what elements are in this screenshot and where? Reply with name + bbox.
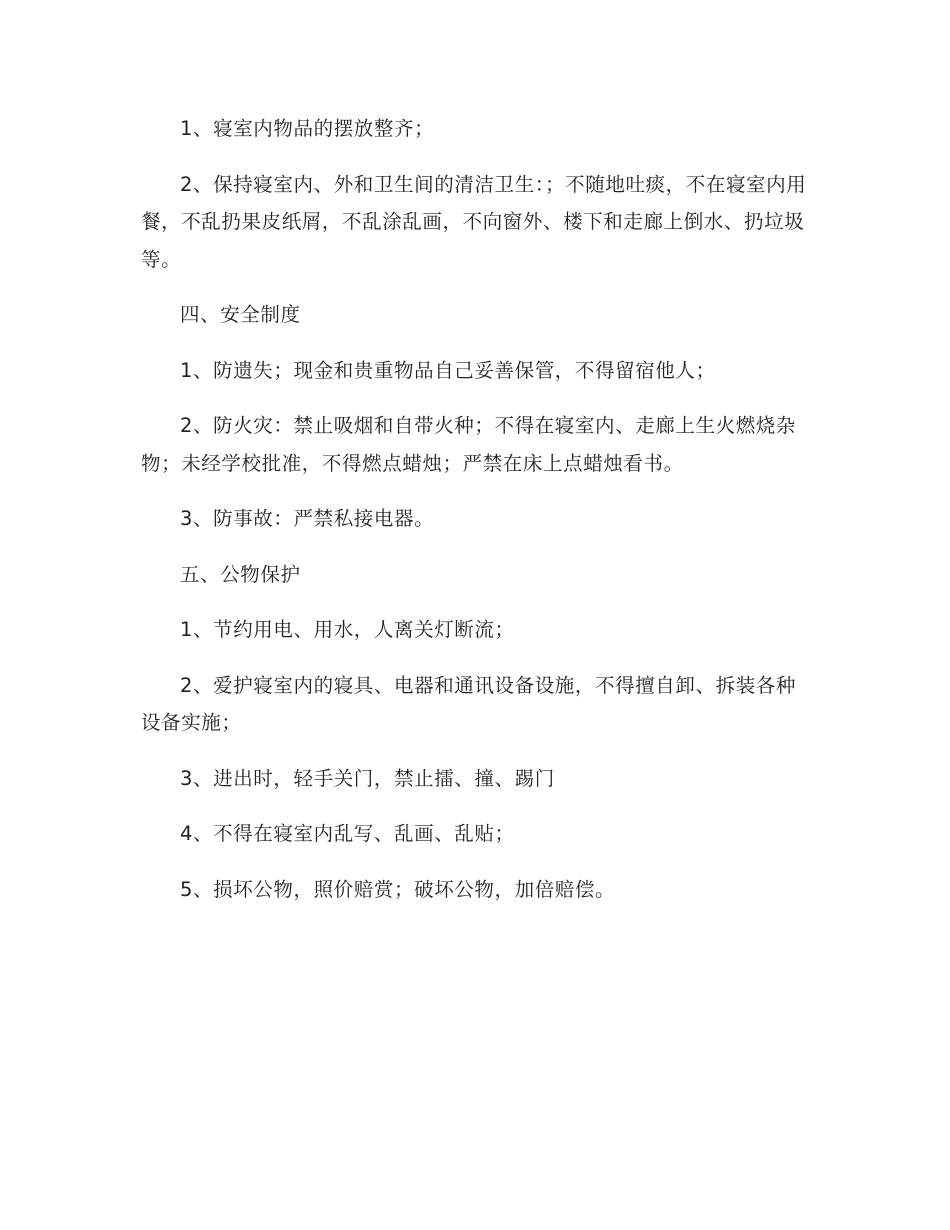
paragraph-save-energy: 1、节约用电、用水，人离关灯断流； [180,618,515,641]
paragraph-no-graffiti: 4、不得在寝室内乱写、乱画、乱贴； [180,822,515,845]
paragraph-accident-prevention: 3、防事故：严禁私接电器。 [180,507,435,530]
paragraph-compensation: 5、损坏公物，照价赔赏；破坏公物，加倍赔偿。 [180,877,616,901]
paragraph-fire-prevention: 2、防火灾：禁止吸烟和自带火种；不得在寝室内、走廊上生火燃烧杂物；未经学校批准，不得燃点蜡烛；严禁在床上点蜡烛看书。 [141,414,797,475]
section-heading-public-property: 五、公物保护 [180,562,301,586]
paragraph-doors: 3、进出时，轻手关门，禁止擂、撞、踢门 [180,766,555,790]
section-heading-safety: 四、安全制度 [180,303,301,326]
paragraph-item-tidiness: 1、寝室内物品的摆放整齐； [180,117,435,140]
paragraph-hygiene: 2、保持寝室内、外和卫生间的清洁卫生：；不随地吐痰，不在寝室内用餐，不乱扔果皮纸屑，不乱涂乱画，不向窗外、楼下和走廊上倒水、扔垃圾等。 [141,172,807,271]
paragraph-protect-equipment: 2、爱护寝室内的寝具、电器和通讯设备设施，不得擅自卸、拆装各种设备实施； [141,673,797,734]
paragraph-anti-loss: 1、防遗失；现金和贵重物品自己妥善保管，不得留宿他人； [180,358,716,382]
